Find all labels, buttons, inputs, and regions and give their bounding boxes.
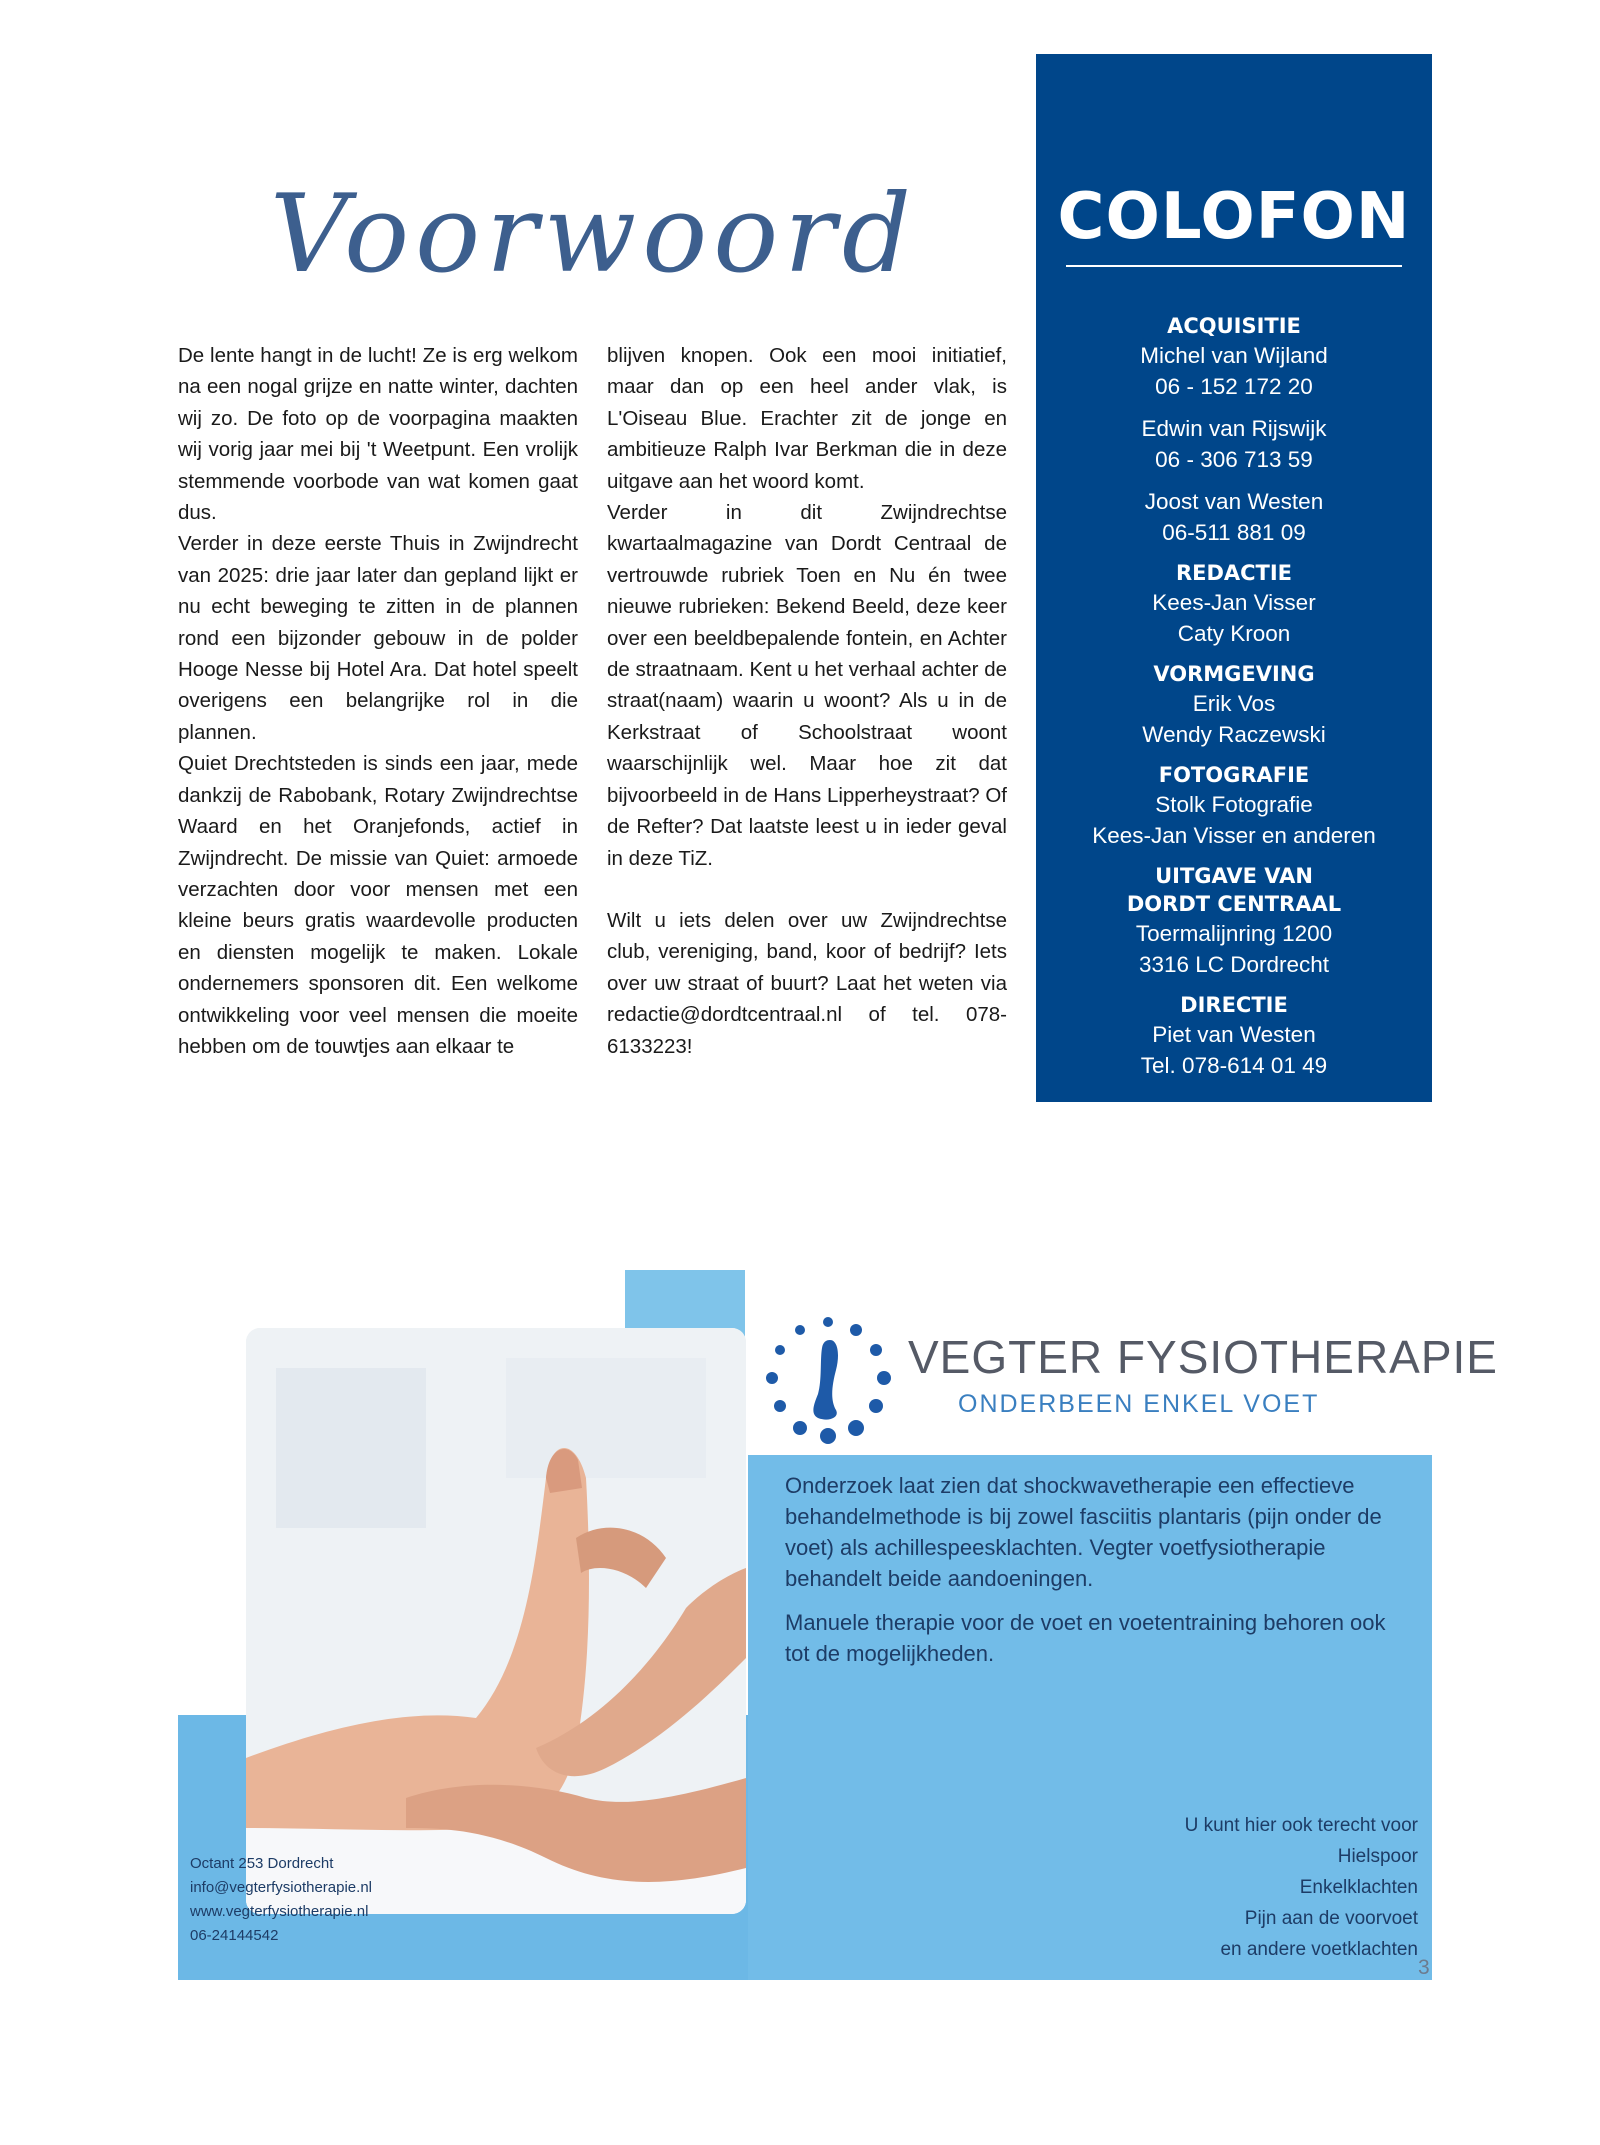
colofon-title: COLOFON [1057,180,1411,254]
brand-logo [758,1310,1498,1450]
section-heading: UITGAVE VAN [1155,864,1313,888]
section-heading: REDACTIE [1175,561,1293,585]
paragraph: Quiet Drechtsteden is sinds een jaar, mede dankzij de Rabobank, Rotary Zwijndrechtse Waard en het Oranjefonds, actief in Zwijndrecht. De missie van Quiet: armoede verzachten door voor mensen met een kleine beurs gratis waardevolle producten en diensten mogelijk te maken. Lokale ondernemers sponsoren dit. Een welkome ontwikkeling voor veel mensen die moeite hebben om de touwtjes aan elkaar te [178,752,578,1058]
paragraph: blijven knopen. Ook een mooi initiatief, maar dan op een heel ander vlak, is L'Oiseau Blue. Erachter zit de jonge en ambitieuze Ralph Ivar Berkman die in deze uitgave aan het woord komt. [607,344,1007,493]
conditions-line: Hielspoor [1337,1846,1418,1867]
paragraph: Verder in deze eerste Thuis in Zwijndrecht van 2025: drie jaar later dan gepland lijkt er nu echt beweging te zitten in de plannen rond een bijzonder gebouw in de polder Hooge Nesse bij Hotel Ara. Dat hotel speelt overigens een belangrijke rol in die plannen. [178,532,578,744]
contact-name: Edwin van Rijswijk [1141,416,1327,441]
colofon-line: Kees-Jan Visser en anderen [1092,823,1376,848]
paragraph: De lente hangt in de lucht! Ze is erg welkom na een nogal grijze en natte winter, dachten wij zo. De foto op de voorpagina maakten wij vorig jaar mei bij 't Weetpunt. Een vrolijk stemmende voorbode van wat komen gaat dus. [178,344,578,525]
colofon-box [1036,54,1432,1102]
colofon-line: Caty Kroon [1177,621,1291,646]
brand-name: VEGTER FYSIOTHERAPIE [908,1331,1498,1383]
ad-paragraph: Onderzoek laat zien dat shockwavetherapie een effectieve behandelmethode is bij zowel fasciitis plantaris (pijn onder de voet) als achillespeesklachten. Vegter voetfysiotherapie behandelt beide aandoeningen. [785,1473,1382,1591]
divider [1066,265,1402,267]
contact-phone: 06 - 306 713 59 [1155,447,1313,472]
intro-column-left [178,340,578,1062]
colofon-section-acquisitie [1036,312,1432,548]
foot-treatment-photo [246,1328,746,1914]
phone-number: 06-24144542 [190,1927,279,1944]
colofon-line: 3316 LC Dordrecht [1138,952,1330,977]
paragraph: Verder in dit Zwijndrechtse kwartaalmagazine van Dordt Centraal de vertrouwde rubriek Toen en Nu én twee nieuwe rubrieken: Bekend Beeld, deze keer over een beeldbepalende fontein, en Achter de straatnaam. Kent u het verhaal achter de straat(naam) waarin u woont? Als u in de Kerkstraat of Schoolstraat woont waarschijnlijk wel. Maar hoe zit dat bijvoorbeeld in de Hans Lipperheystraat? Of de Refter? Dat laatste leest u in ieder geval in deze TiZ. [607,501,1008,870]
colofon-section-vormgeving [1036,660,1432,750]
conditions-list [1078,1810,1418,1965]
section-heading: DIRECTIE [1180,993,1288,1017]
paragraph: Wilt u iets delen over uw Zwijndrechtse club, vereniging, band, koor of bedrijf? Iets over uw straat of buurt? Laat het weten via redactie@dordtcentraal.nl of tel. 078-6133223! [607,908,1007,1058]
page-title: Voorwoord [270,172,917,297]
email-link[interactable]: info@vegterfysiotherapie.nl [190,1879,372,1896]
section-heading: ACQUISITIE [1167,314,1301,338]
colofon-section-redactie [1036,559,1432,649]
contact-name: Joost van Westen [1144,489,1324,514]
colofon-line: Kees-Jan Visser [1152,590,1316,615]
section-heading: VORMGEVING [1153,662,1315,686]
conditions-line: Pijn aan de voorvoet [1244,1908,1418,1929]
ad-paragraph: Manuele therapie voor de voet en voetentraining behoren ook tot de mogelijkheden. [785,1610,1386,1666]
contact-phone: 06-511 881 09 [1162,520,1306,545]
colofon-section-fotografie [1036,761,1432,851]
ad-body [785,1470,1405,1682]
colofon-line: Stolk Fotografie [1155,792,1313,817]
colofon-section-directie [1036,991,1432,1081]
website-link[interactable]: www.vegterfysiotherapie.nl [190,1903,369,1920]
colofon-section-uitgave [1036,862,1432,980]
address: Octant 253 Dordrecht [190,1855,334,1872]
brand-subtitle: ONDERBEEN ENKEL VOET [958,1390,1320,1418]
conditions-line: Enkelklachten [1299,1877,1418,1898]
colofon-line: Tel. 078-614 01 49 [1140,1053,1328,1078]
advertisement-vegter [178,1270,1498,1980]
conditions-line: en andere voetklachten [1220,1939,1418,1960]
colofon-line: Toermalijnring 1200 [1135,921,1333,946]
colofon-line: Erik Vos [1192,691,1276,716]
page-number: 3 [1418,1956,1430,1979]
foot-logo-icon [758,1310,898,1450]
ad-contact [190,1852,510,1948]
intro-column-right [607,340,1007,1062]
colofon-line: Wendy Raczewski [1142,722,1326,747]
contact-name: Michel van Wijland [1140,343,1328,368]
section-heading: DORDT CENTRAAL [1126,892,1342,916]
colofon-line: Piet van Westen [1152,1022,1316,1047]
contact-phone: 06 - 152 172 20 [1155,374,1313,399]
section-heading: FOTOGRAFIE [1158,763,1310,787]
conditions-line: U kunt hier ook terecht voor [1184,1815,1418,1836]
